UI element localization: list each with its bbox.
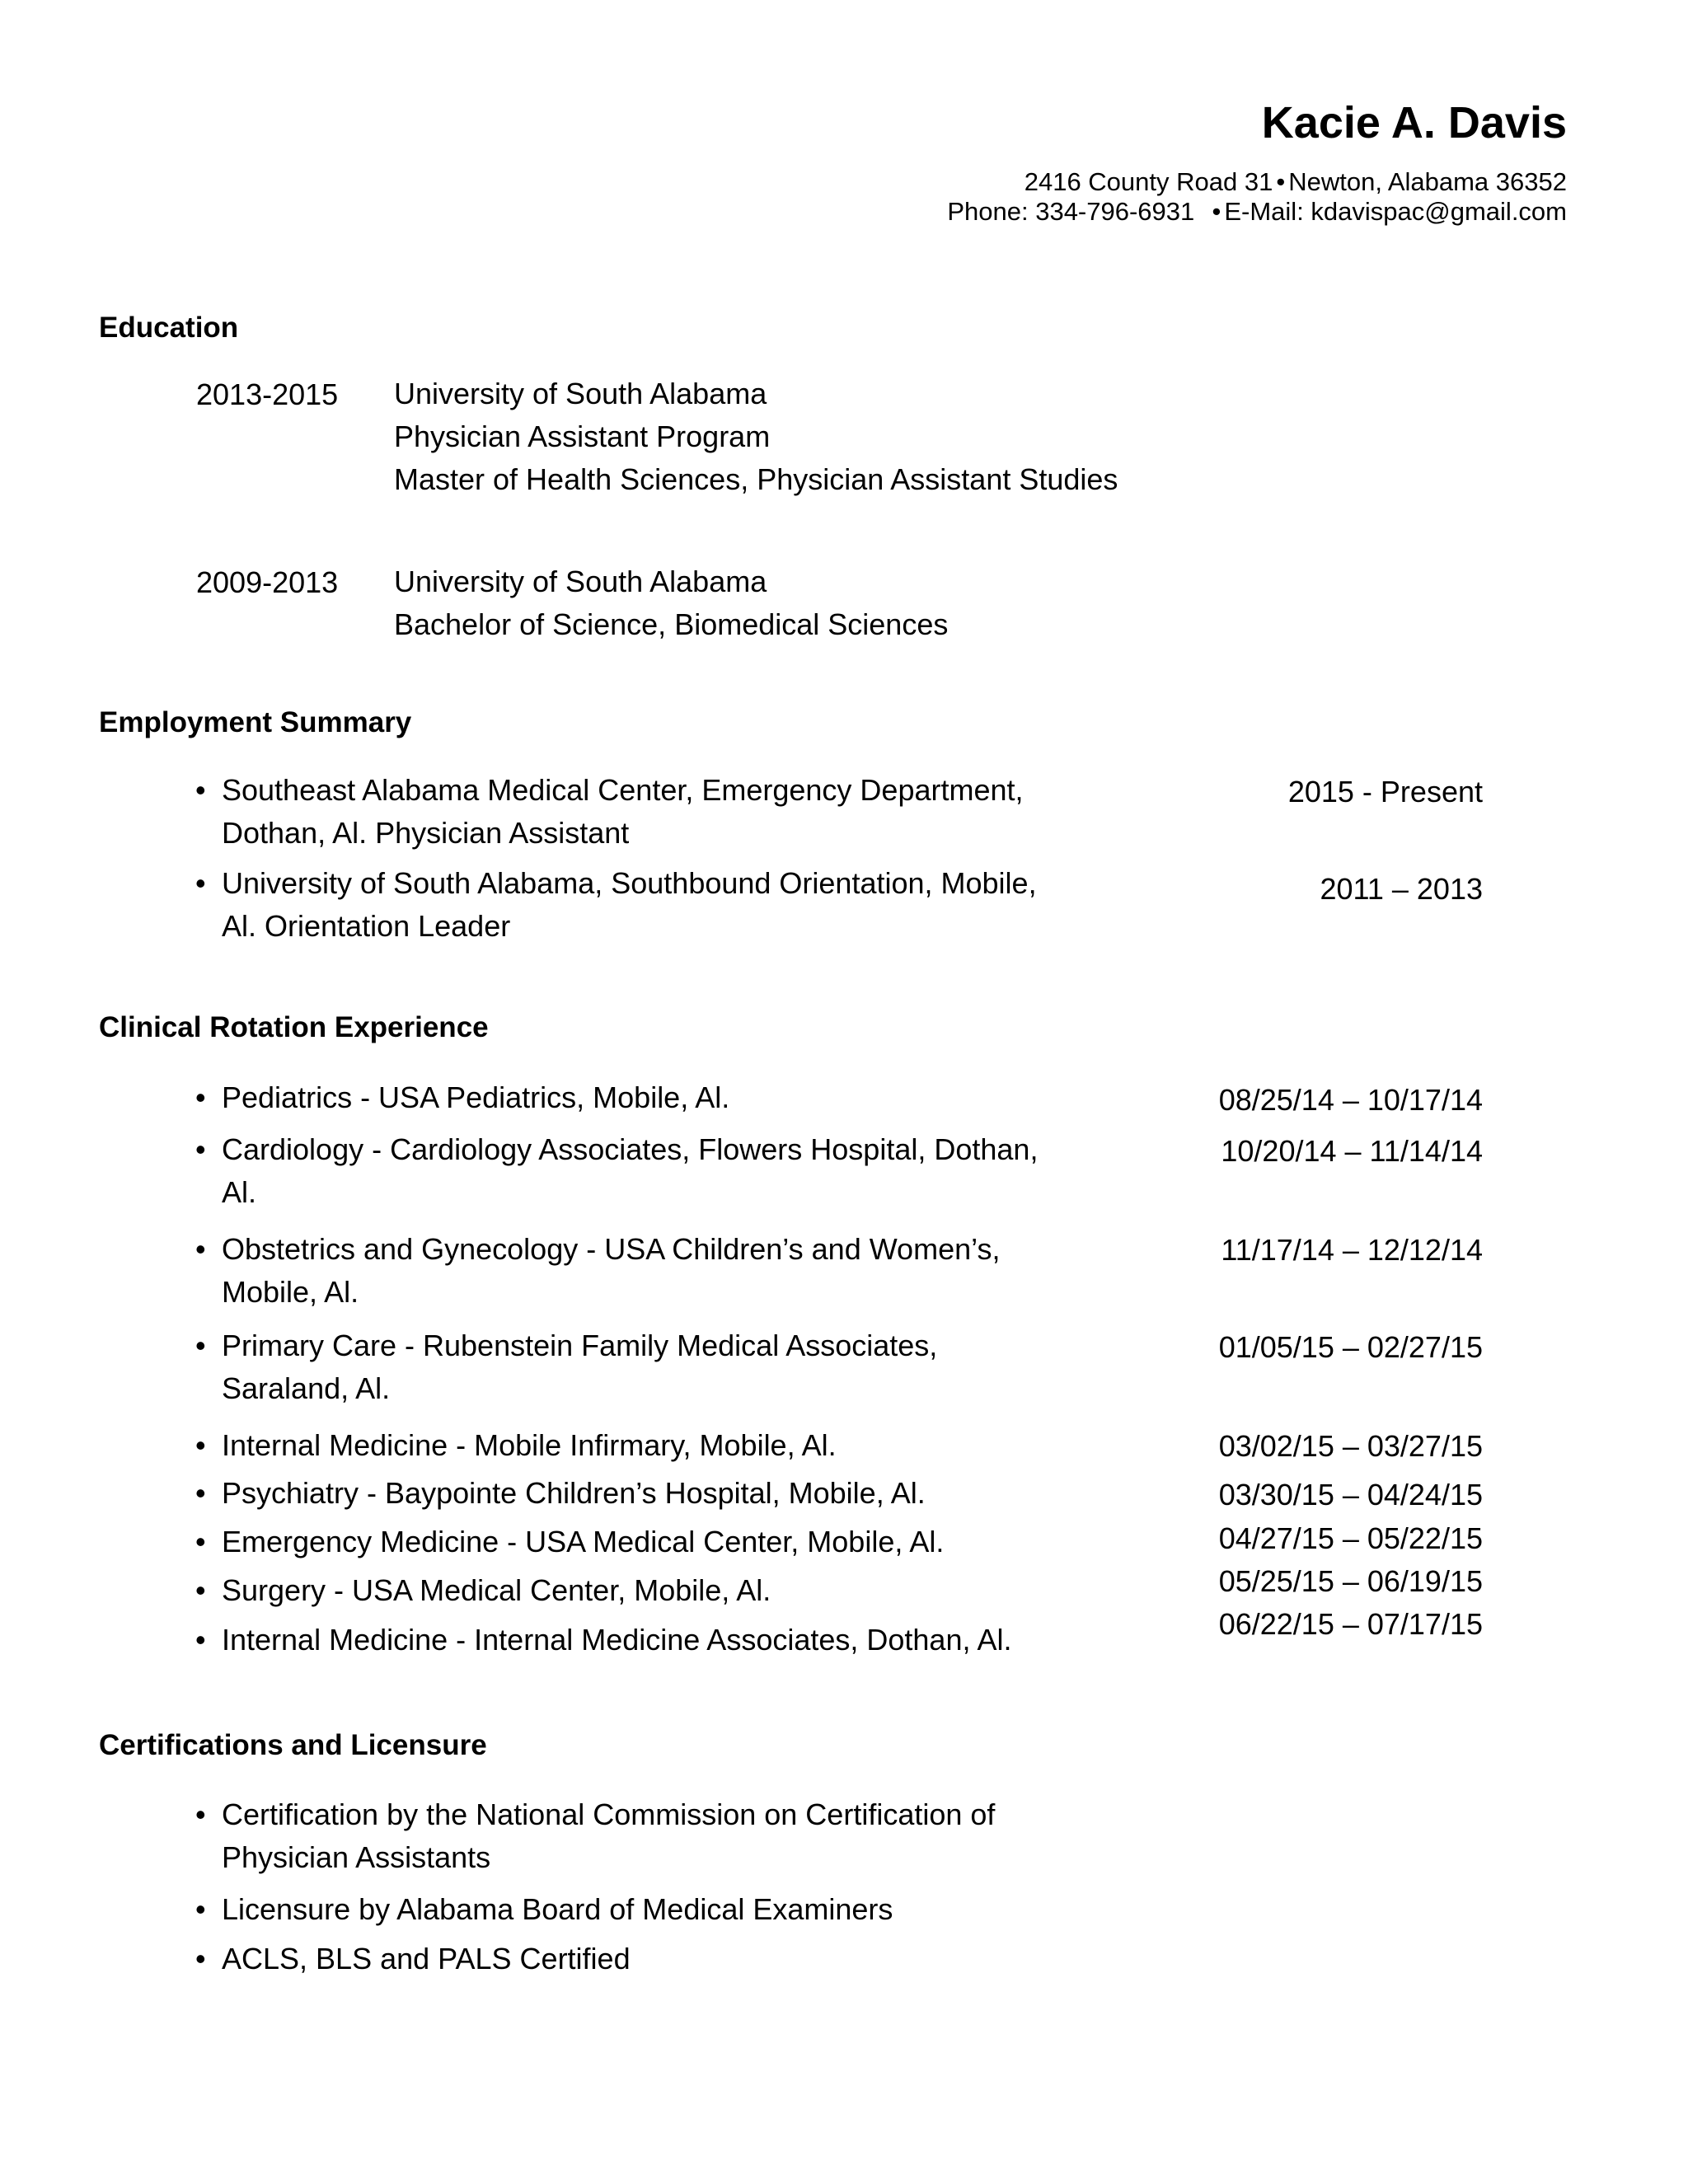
- bullet: •: [195, 1525, 206, 1558]
- certification-item: [195, 1938, 1085, 1980]
- employment-heading: Employment Summary: [99, 706, 412, 738]
- certifications-heading: Certifications and Licensure: [99, 1729, 487, 1761]
- rotation-date: 01/05/15 – 02/27/15: [1218, 1330, 1483, 1364]
- rotation-date: 05/25/15 – 06/19/15: [1218, 1564, 1483, 1598]
- employment-line: Southeast Alabama Medical Center, Emergency Department,: [222, 773, 1024, 807]
- employment-date: 2011 – 2013: [1320, 872, 1483, 906]
- certification-item: [195, 1888, 1085, 1931]
- city-state-zip: Newton, Alabama 36352: [1288, 167, 1567, 196]
- rotation-line: Psychiatry - Baypointe Children’s Hospital, Mobile, Al.: [222, 1476, 926, 1510]
- separator-dot: •: [1276, 167, 1286, 196]
- rotation-item: [195, 1569, 1085, 1612]
- certification-line: ACLS, BLS and PALS Certified: [222, 1942, 631, 1975]
- certification-line: Certification by the National Commission on Certification of: [222, 1797, 996, 1831]
- education-line: Physician Assistant Program: [394, 419, 771, 453]
- employment-line: Dothan, Al. Physician Assistant: [222, 816, 630, 850]
- bullet: •: [195, 1623, 206, 1657]
- education-line: University of South Alabama: [394, 377, 767, 410]
- rotation-line: Saraland, Al.: [222, 1371, 391, 1405]
- rotation-line: Internal Medicine - Internal Medicine Associates, Dothan, Al.: [222, 1623, 1012, 1657]
- rotation-item: [195, 1619, 1085, 1661]
- employment-date: 2015 - Present: [1287, 775, 1483, 808]
- education-heading: Education: [99, 312, 239, 344]
- education-line: Master of Health Sciences, Physician Assistant Studies: [394, 462, 1118, 496]
- education-entry: [394, 560, 948, 646]
- bullet: •: [195, 1132, 206, 1166]
- bullet: •: [195, 1428, 206, 1462]
- separator-dot: •: [1212, 197, 1221, 226]
- email: E-Mail: kdavispac@gmail.com: [1224, 197, 1567, 226]
- rotation-line: Emergency Medicine - USA Medical Center, Mobile, Al.: [222, 1525, 945, 1558]
- rotation-item: [195, 1521, 1085, 1563]
- rotation-line: Internal Medicine - Mobile Infirmary, Mobile, Al.: [222, 1428, 837, 1462]
- rotation-date: 03/02/15 – 03/27/15: [1218, 1429, 1483, 1463]
- rotation-date: 11/17/14 – 12/12/14: [1221, 1233, 1483, 1267]
- certification-line: Physician Assistants: [222, 1840, 491, 1874]
- employment-line: University of South Alabama, Southbound Orientation, Mobile,: [222, 866, 1037, 900]
- rotation-date: 06/22/15 – 07/17/15: [1218, 1607, 1483, 1641]
- rotation-line: Mobile, Al.: [222, 1275, 359, 1309]
- rotation-date: 08/25/14 – 10/17/14: [1218, 1083, 1483, 1117]
- rotation-line: Primary Care - Rubenstein Family Medical Associates,: [222, 1329, 938, 1362]
- education-years: 2013-2015: [196, 377, 339, 411]
- contact-phone-email-line: [947, 197, 1567, 227]
- phone: Phone: 334-796-6931: [947, 197, 1195, 226]
- rotation-item: [195, 1472, 1085, 1515]
- employment-item: [195, 769, 1085, 855]
- bullet: •: [195, 1942, 206, 1975]
- resume-name: Kacie A. Davis: [1261, 98, 1567, 148]
- rotation-line: Obstetrics and Gynecology - USA Children’s and Women’s,: [222, 1232, 1001, 1266]
- employment-item: [195, 862, 1085, 948]
- certification-line: Licensure by Alabama Board of Medical Examiners: [222, 1892, 893, 1926]
- rotation-item: [195, 1424, 1085, 1467]
- bullet: •: [195, 1329, 206, 1362]
- education-years: 2009-2013: [196, 565, 339, 599]
- bullet: •: [195, 1892, 206, 1926]
- rotation-date: 03/30/15 – 04/24/15: [1218, 1478, 1483, 1511]
- bullet: •: [195, 1476, 206, 1510]
- employment-line: Al. Orientation Leader: [222, 909, 511, 943]
- contact-address-line: [1025, 167, 1567, 197]
- rotation-date: 04/27/15 – 05/22/15: [1218, 1521, 1483, 1555]
- rotation-date: 10/20/14 – 11/14/14: [1221, 1134, 1483, 1168]
- education-line: Bachelor of Science, Biomedical Sciences: [394, 607, 949, 641]
- rotation-item: [195, 1128, 1085, 1214]
- education-line: University of South Alabama: [394, 565, 767, 598]
- bullet: •: [195, 1080, 206, 1114]
- bullet: •: [195, 1797, 206, 1831]
- certification-item: [195, 1793, 1085, 1879]
- rotation-line: Surgery - USA Medical Center, Mobile, Al.: [222, 1573, 771, 1607]
- rotation-item: [195, 1324, 1085, 1410]
- rotation-line: Al.: [222, 1175, 257, 1209]
- bullet: •: [195, 1232, 206, 1266]
- rotation-line: Pediatrics - USA Pediatrics, Mobile, Al.: [222, 1080, 730, 1114]
- bullet: •: [195, 773, 206, 807]
- bullet: •: [195, 866, 206, 900]
- clinical-heading: Clinical Rotation Experience: [99, 1011, 489, 1043]
- bullet: •: [195, 1573, 206, 1607]
- rotation-line: Cardiology - Cardiology Associates, Flowers Hospital, Dothan,: [222, 1132, 1039, 1166]
- address: 2416 County Road 31: [1024, 167, 1273, 196]
- rotation-item: [195, 1076, 1085, 1119]
- rotation-item: [195, 1228, 1085, 1314]
- education-entry: [394, 373, 1118, 501]
